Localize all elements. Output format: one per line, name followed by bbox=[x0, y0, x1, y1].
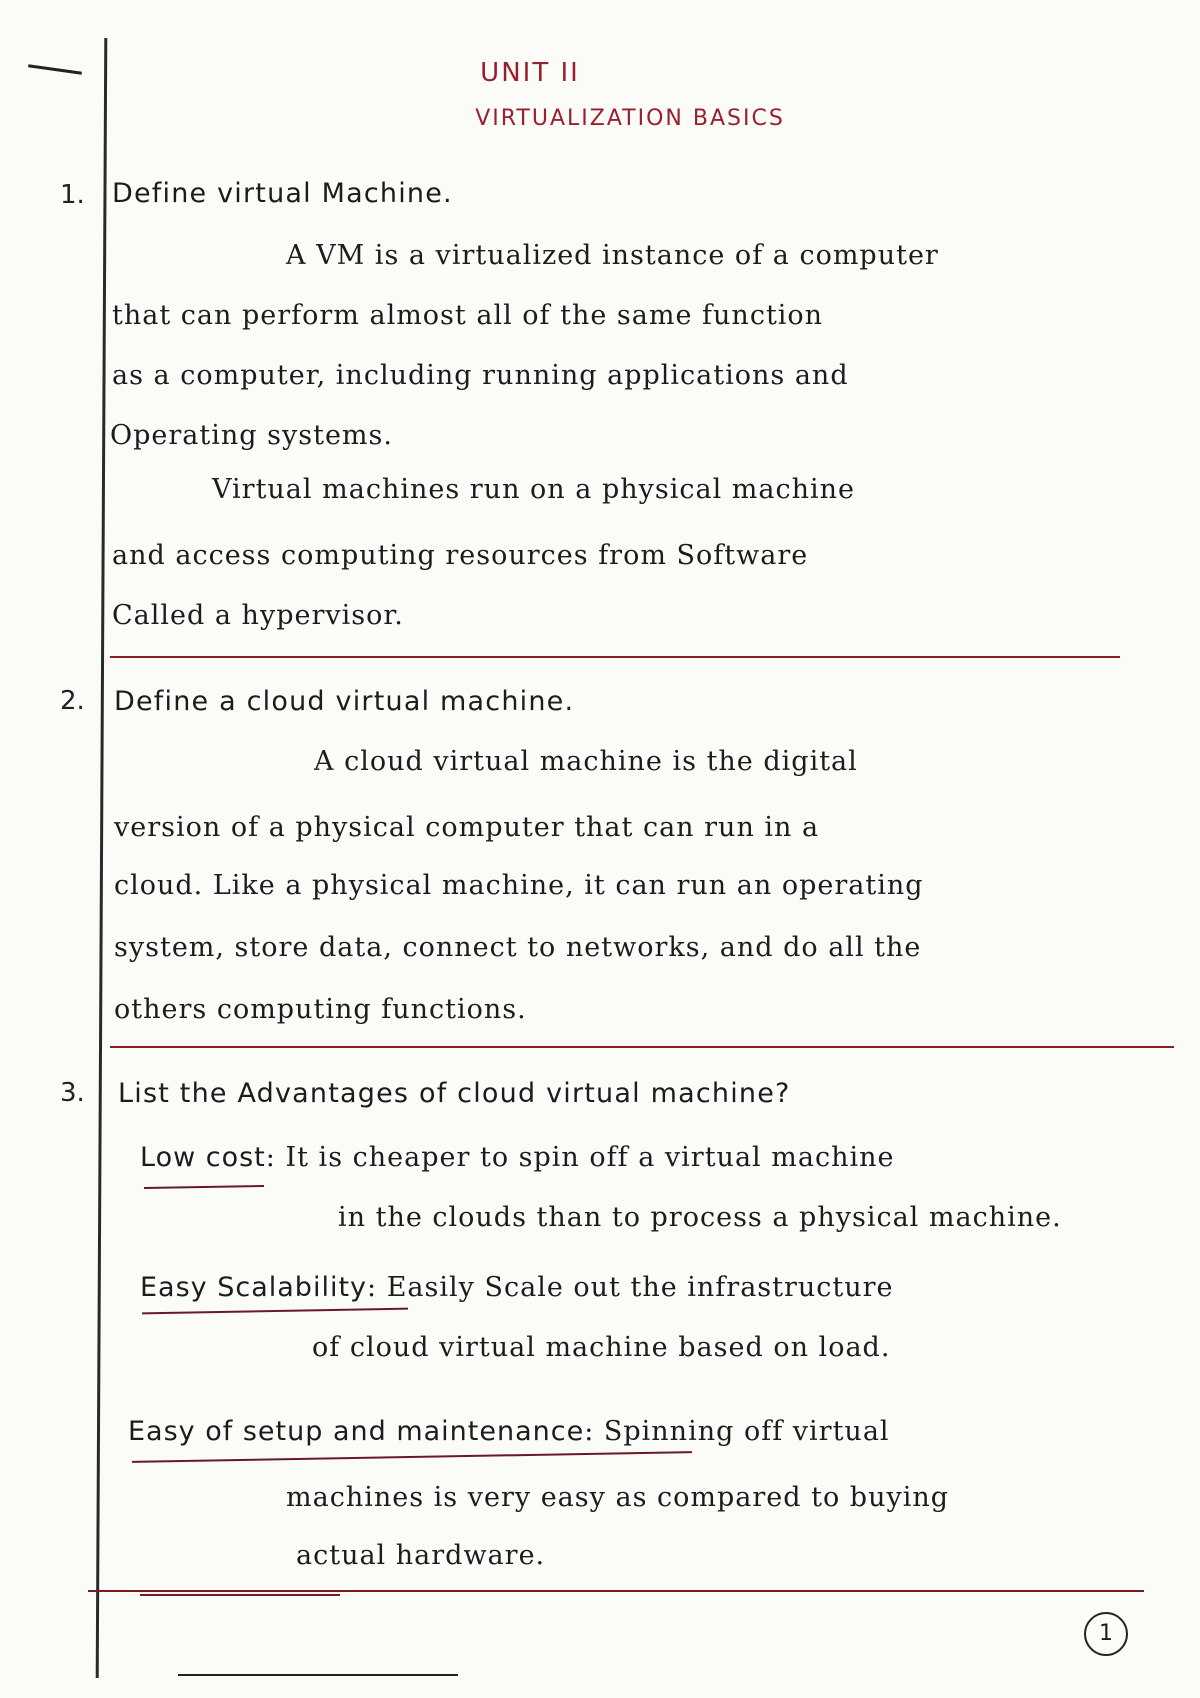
answer-2-line-3: cloud. Like a physical machine, it can run an operating bbox=[114, 870, 924, 901]
question-3-number: 3. bbox=[60, 1078, 85, 1108]
advantage-term: Easy of setup and maintenance bbox=[128, 1416, 585, 1447]
section-divider-3 bbox=[88, 1590, 1144, 1592]
question-1-text: Define virtual Machine. bbox=[112, 178, 453, 209]
answer-1-line-2: that can perform almost all of the same function bbox=[112, 300, 824, 331]
question-1-number: 1. bbox=[60, 180, 85, 210]
advantage-easy-setup bbox=[128, 1416, 890, 1447]
advantage-desc: : It is cheaper to spin off a virtual machine bbox=[265, 1142, 895, 1173]
question-2-number: 2. bbox=[60, 686, 85, 716]
advantage-term: Easy Scalability bbox=[140, 1272, 368, 1303]
advantage-easy-scalability bbox=[140, 1272, 894, 1303]
answer-2-line-1: A cloud virtual machine is the digital bbox=[314, 746, 858, 777]
section-divider-2 bbox=[110, 1046, 1174, 1048]
term-underline bbox=[132, 1451, 692, 1463]
advantage-easy-scalability-line-2: of cloud virtual machine based on load. bbox=[312, 1332, 891, 1363]
answer-1-line-7: Called a hypervisor. bbox=[112, 600, 404, 631]
unit-heading: UNIT II bbox=[480, 58, 580, 88]
question-2-text: Define a cloud virtual machine. bbox=[114, 686, 575, 717]
advantage-easy-setup-line-2: machines is very easy as compared to buying bbox=[286, 1482, 950, 1513]
advantage-low-cost bbox=[140, 1142, 894, 1173]
bottom-stroke bbox=[178, 1674, 458, 1676]
answer-2-line-5: others computing functions. bbox=[114, 994, 527, 1025]
answer-1-line-6: and access computing resources from Software bbox=[112, 540, 809, 571]
answer-2-line-2: version of a physical computer that can run in a bbox=[114, 812, 820, 843]
page-title: VIRTUALIZATION BASICS bbox=[475, 106, 785, 131]
answer-1-line-5: Virtual machines run on a physical machine bbox=[212, 474, 856, 505]
advantage-easy-setup-line-3: actual hardware. bbox=[296, 1540, 546, 1571]
answer-2-line-4: system, store data, connect to networks, and do all the bbox=[114, 932, 922, 963]
page-number: 1 bbox=[1084, 1612, 1128, 1656]
answer-1-line-1: A VM is a virtualized instance of a computer bbox=[286, 240, 939, 271]
term-underline bbox=[144, 1185, 264, 1189]
term-underline bbox=[142, 1308, 408, 1315]
answer-1-line-3: as a computer, including running applications and bbox=[112, 360, 849, 391]
advantage-term: Low cost bbox=[140, 1142, 266, 1173]
question-3-text: List the Advantages of cloud virtual machine? bbox=[118, 1078, 791, 1109]
section-divider-3-accent bbox=[140, 1594, 340, 1596]
answer-1-line-4: Operating systems. bbox=[110, 420, 393, 451]
advantage-low-cost-line-2: in the clouds than to process a physical machine. bbox=[338, 1202, 1062, 1233]
margin-line bbox=[96, 38, 108, 1678]
section-divider-1 bbox=[110, 656, 1120, 658]
advantage-desc: : Easily Scale out the infrastructure bbox=[367, 1272, 894, 1303]
advantage-desc: : Spinning off virtual bbox=[584, 1416, 890, 1447]
